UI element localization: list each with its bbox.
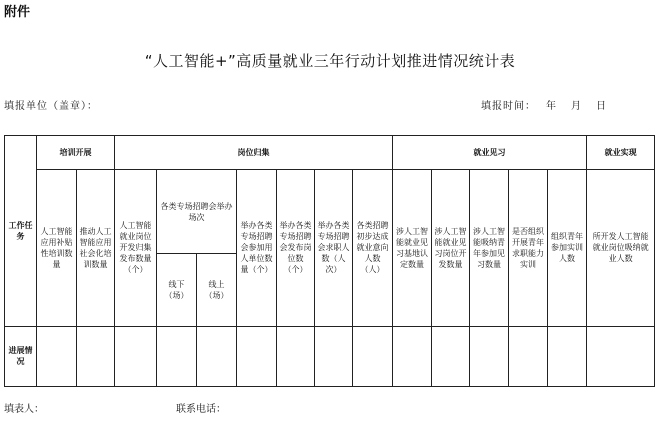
reporting-time-label: 填报时间： — [481, 101, 536, 112]
contact-phone-label: 联系电话： — [176, 404, 226, 415]
col-job-fair-sessions: 各类专场招聘会举办场次 — [157, 170, 237, 254]
progress-cell[interactable] — [432, 326, 470, 386]
col-job-fair-employers: 举办各类专场招聘会参加用人单位数量（个） — [237, 170, 277, 327]
col-job-skills-training: 是否组织开展青年求职能力实训 — [509, 170, 548, 327]
progress-cell[interactable] — [37, 326, 77, 386]
col-youth-interns: 涉人工智能吸纳青年参加见习数量 — [470, 170, 509, 327]
row-header-task: 工作任务 — [5, 136, 37, 327]
page-title: “人工智能+”高质量就业三年行动计划推进情况统计表 — [144, 52, 516, 70]
progress-cell[interactable] — [77, 326, 115, 386]
col-employment-absorbed: 所开发人工智能就业岗位吸纳就业人数 — [587, 170, 655, 327]
progress-cell[interactable] — [393, 326, 432, 386]
time-year-label: 年 — [546, 101, 556, 112]
progress-cell[interactable] — [277, 326, 315, 386]
col-ai-social-training: 推动人工智能应用社会化培训数量 — [77, 170, 115, 327]
col-job-fair-positions: 举办各类专场招聘会发布岗位数（个） — [277, 170, 315, 327]
col-employment-intentions: 各类招聘初步达成就业意向人数（人） — [353, 170, 393, 327]
col-ai-positions-published: 人工智能就业岗位开发归集发布数量（个） — [115, 170, 157, 327]
progress-cell[interactable] — [353, 326, 393, 386]
progress-cell[interactable] — [509, 326, 548, 386]
group-positions: 岗位归集 — [115, 136, 393, 170]
progress-cell[interactable] — [157, 326, 197, 386]
group-training: 培训开展 — [37, 136, 115, 170]
progress-cell[interactable] — [470, 326, 509, 386]
group-employment: 就业实现 — [587, 136, 655, 170]
progress-cell[interactable] — [587, 326, 655, 386]
progress-cell[interactable] — [197, 326, 237, 386]
col-ai-subsidized-training: 人工智能应用补贴性培训数量 — [37, 170, 77, 327]
attachment-label: 附件 — [4, 5, 31, 20]
col-internship-bases: 涉人工智能就业见习基地认定数量 — [393, 170, 432, 327]
col-training-participants: 组织青年参加实训人数 — [548, 170, 587, 327]
group-internship: 就业见习 — [393, 136, 587, 170]
col-job-fair-offline: 线下（场） — [157, 254, 197, 326]
statistics-table — [4, 135, 655, 387]
time-day-label: 日 — [596, 101, 606, 112]
progress-cell[interactable] — [548, 326, 587, 386]
row-header-progress: 进展情况 — [5, 326, 37, 386]
reporting-unit-label: 填报单位（盖章）： — [4, 101, 98, 112]
col-job-fair-seekers: 举办各类专场招聘会求职人数（人次） — [315, 170, 353, 327]
progress-cell[interactable] — [237, 326, 277, 386]
col-job-fair-online: 线上（场） — [197, 254, 237, 326]
progress-cell[interactable] — [315, 326, 353, 386]
time-month-label: 月 — [571, 101, 581, 112]
progress-cell[interactable] — [115, 326, 157, 386]
filler-label: 填表人： — [4, 404, 44, 415]
col-internship-positions: 涉人工智能就业见习岗位开发数量 — [432, 170, 470, 327]
